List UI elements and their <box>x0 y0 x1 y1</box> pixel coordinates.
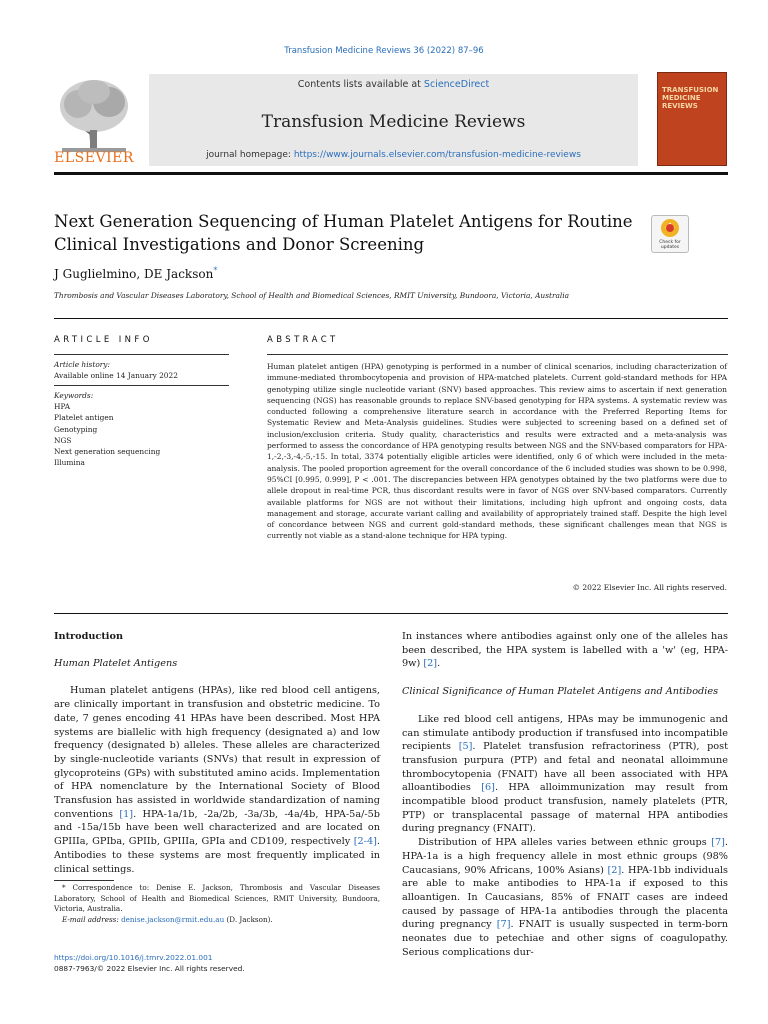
text-span: . HPA-1bb individuals are able to make antibodies to HPA-1a if exposed to this alloantigen. In Caucasians, 85% of FNAIT cases are indeed caused by passage of HPA-1a antibodies through the placenta during pregnancy <box>402 864 728 931</box>
body-column-left <box>54 630 380 876</box>
journal-homepage-link[interactable]: https://www.journals.elsevier.com/transfusion-medicine-reviews <box>293 150 581 160</box>
check-updates-icon <box>652 216 688 240</box>
text-span: . Platelet transfusion refractoriness (PTR), post transfusion purpura (PTP) and fetal and neonatal alloimmune thrombocytopenia (FNAIT) have all been associated with HPA alloantibodies <box>402 741 728 794</box>
check-for-updates-badge[interactable] <box>651 215 689 253</box>
corresponding-author-marker[interactable]: * <box>213 266 218 275</box>
issn-copyright: 0887-7963/© 2022 Elsevier Inc. All rights reserved. <box>54 964 245 973</box>
abstract-heading: ABSTRACT <box>267 335 339 345</box>
homepage-line <box>149 150 638 160</box>
citation-link[interactable]: [2] <box>423 658 438 670</box>
text-span: . HPA alloimmunization may result from incompatible blood product transfusion, namely platelets (PTR, PTP) or transplacental passage of maternal HPA antibodies during pregnancy (FNAIT). <box>402 782 729 835</box>
text-span: Distribution of HPA alleles varies between ethnic groups <box>418 837 712 849</box>
journal-masthead <box>54 70 728 172</box>
history-value: Available online 14 January 2022 <box>54 371 178 381</box>
email-link[interactable]: denise.jackson@rmit.edu.au <box>121 914 225 924</box>
introduction-heading: Introduction <box>54 631 123 642</box>
citation-link[interactable]: [2-4] <box>353 836 377 848</box>
spacer <box>402 699 728 713</box>
masthead-rule <box>54 172 728 175</box>
keyword: HPA <box>54 402 71 412</box>
article-info-heading: ARTICLE INFO <box>54 335 153 345</box>
publisher-name: ELSEVIER <box>54 150 134 166</box>
paragraph-allele-distribution <box>402 836 728 959</box>
keyword: Genotyping <box>54 424 98 434</box>
paragraph-hpa-overview <box>54 684 380 876</box>
text-span: Like red blood cell antigens, HPAs may be immunogenic and can stimulate antibody production if transfused into incompatible recipients <box>402 713 728 753</box>
citation-link[interactable]: [7] <box>496 919 511 931</box>
paragraph-immunogenicity <box>402 713 728 836</box>
footnote-rule <box>54 880 114 881</box>
article-info-rule <box>54 354 229 355</box>
journal-title: Transfusion Medicine Reviews <box>261 112 526 132</box>
subheading-human-platelet-antigens: Human Platelet Antigens <box>54 657 178 669</box>
text-span: . Antibodies to these systems are most frequently implicated in clinical settings. <box>54 836 380 875</box>
author-names: J Guglielmino, DE Jackson <box>54 267 214 281</box>
body-column-right <box>402 630 728 959</box>
keywords-block <box>54 390 229 468</box>
citation-link[interactable]: [1] <box>119 808 134 820</box>
keyword: Platelet antigen <box>54 413 114 423</box>
cover-line-1: TRANSFUSION <box>662 86 719 94</box>
keyword: Next generation sequencing <box>54 447 161 457</box>
keyword: NGS <box>54 435 72 445</box>
email-line <box>54 915 380 926</box>
correspondence-text: * Correspondence to: Denise E. Jackson, Thrombosis and Vascular Diseases Laboratory, School of Health and Biomedical Sciences, RMIT University, Bundoora, Victoria, Australia. <box>54 883 380 913</box>
correspondence-footnote <box>54 883 380 925</box>
abstract-copyright: © 2022 Elsevier Inc. All rights reserved. <box>572 583 727 592</box>
journal-banner <box>149 74 638 166</box>
abstract-bottom-rule <box>54 613 728 614</box>
citation-link[interactable]: [7] <box>711 837 725 849</box>
text-span: In instances where antibodies against only one of the alleles has been described, the HPA system is labelled with a 'w' (eg, HPA-9w) <box>402 631 728 670</box>
contents-prefix: Contents lists available at <box>297 79 424 90</box>
homepage-prefix: journal homepage: <box>206 150 294 160</box>
header-divider <box>54 318 728 319</box>
history-label: Article history: <box>54 360 110 369</box>
journal-citation[interactable]: Transfusion Medicine Reviews 36 (2022) 87–96 <box>284 46 484 56</box>
cover-line-2: MEDICINE <box>662 94 701 103</box>
text-span: . FNAIT is usually suspected in term-born neonates due to petechiae and other signs of coagulopathy. Serious complications dur- <box>402 919 728 958</box>
text-span: . HPA-1a/1b, -2a/2b, -3a/3b, -4a/4b, HPA-5a/-5b and -15a/15b have been well characterized and are located on GPIIIa, GPIba, GPIIb, GPIIIa, GPIa and CD109, respectively <box>54 808 380 848</box>
cover-title <box>662 86 718 110</box>
abstract-rule <box>267 354 728 355</box>
sciencedirect-link[interactable]: ScienceDirect <box>423 79 490 90</box>
spacer <box>402 671 728 685</box>
email-label: E-mail address: <box>62 914 122 924</box>
email-suffix: (D. Jackson). <box>224 914 273 924</box>
author-list <box>54 266 217 281</box>
text-span: Human platelet antigens (HPAs), like red blood cell antigens, are clinically important in transfusion and obstetric medicine. To date, 7 genes encoding 41 HPAs have been described. Most HPA systems are biallelic with high frequency (designated a) and low frequency (designated b) alleles. These alleles are characterized by single-nucleotide variants (SNVs) that result in expression of glycoproteins (GPs) with substituted amino acids. Implementation of HPA nomenclature by the International Society of Blood Transfusion has assisted in worldwide standardization of naming conventions <box>54 685 380 820</box>
subheading-clinical-significance: Clinical Significance of Human Platelet Antigens and Antibodies <box>402 686 719 698</box>
spacer <box>54 670 380 684</box>
journal-cover-thumbnail[interactable] <box>657 72 727 166</box>
doi-link[interactable]: https://doi.org/10.1016/j.tmrv.2022.01.001 <box>54 953 213 962</box>
paragraph-hpa-w-systems <box>402 630 728 671</box>
author-affiliation: Thrombosis and Vascular Diseases Laboratory, School of Health and Biomedical Sciences, RMIT University, Bundoora, Victoria, Australia <box>54 291 570 300</box>
contents-line <box>149 79 638 90</box>
check-updates-label: Check for updates <box>659 240 681 250</box>
cover-line-3: REVIEWS <box>662 102 698 111</box>
text-span: . <box>437 658 441 670</box>
keyword: Illumina <box>54 458 85 468</box>
article-history <box>54 359 229 381</box>
spacer <box>54 644 380 657</box>
article-title: Next Generation Sequencing of Human Platelet Antigens for Routine Clinical Investigations and Donor Screening <box>54 212 633 254</box>
article-identifiers <box>54 952 245 974</box>
citation-link[interactable]: [5] <box>458 741 473 753</box>
text-span: . HPA-1a is a high frequency allele in most ethnic groups (98% Caucasians, 90% Africans, 100% Asians) <box>402 837 728 876</box>
abstract-text: Human platelet antigen (HPA) genotyping is performed in a number of clinical scenarios, including characterization of immune-mediated thrombocytopenia and provision of HPA-matched platelets. Current gold-standard methods for HPA genotyping utilize single nucleotide variant (SNV) based approaches. This review aims to ascertain if next generation sequencing (NGS) has reasonable grounds to replace SNV-based genotyping for HPA systems. A systematic review was conducted following a comprehensive literature search in accordance with the Preferred Reporting Items for Systematic Review and Meta-Analysis guidelines. Studies were subjected to screening based on a defined set of inclusion/exclusion criteria. Study quality, characteristics and results were extracted and a meta-analysis was performed to assess the concordance of HPA genotyping results between NGS and the SNV-based comparators for HPA-1,-2,-3,-4,-5,-15. In total, 3374 potentially eligible articles were identified, only 6 of which were included in the meta-analysis. The pooled proportion agreement for the overall concordance of the 6 included studies was shown to be 0.998, 95%CI [0.995, 0.999], P < .001. The discrepancies between HPA genotypes obtained by the two platforms were due to allele dropout in real-time PCR, thus discordant results were in favor of NGS over SNV-based comparators. Currently available platforms for NGS are not without their limitations, including high upfront and ongoing costs, data management and storage, accurate variant calling and availability of appropriately trained staff. Despite the high level of concordance between NGS and current gold-standard methods, these significant challenges mean that NGS is currently not viable as a stand-alone technique for HPA typing. <box>267 362 727 541</box>
citation-link[interactable]: [6] <box>481 782 495 794</box>
keywords-label: Keywords: <box>54 391 94 400</box>
history-divider <box>54 385 229 386</box>
citation-link[interactable]: [2] <box>607 864 622 876</box>
